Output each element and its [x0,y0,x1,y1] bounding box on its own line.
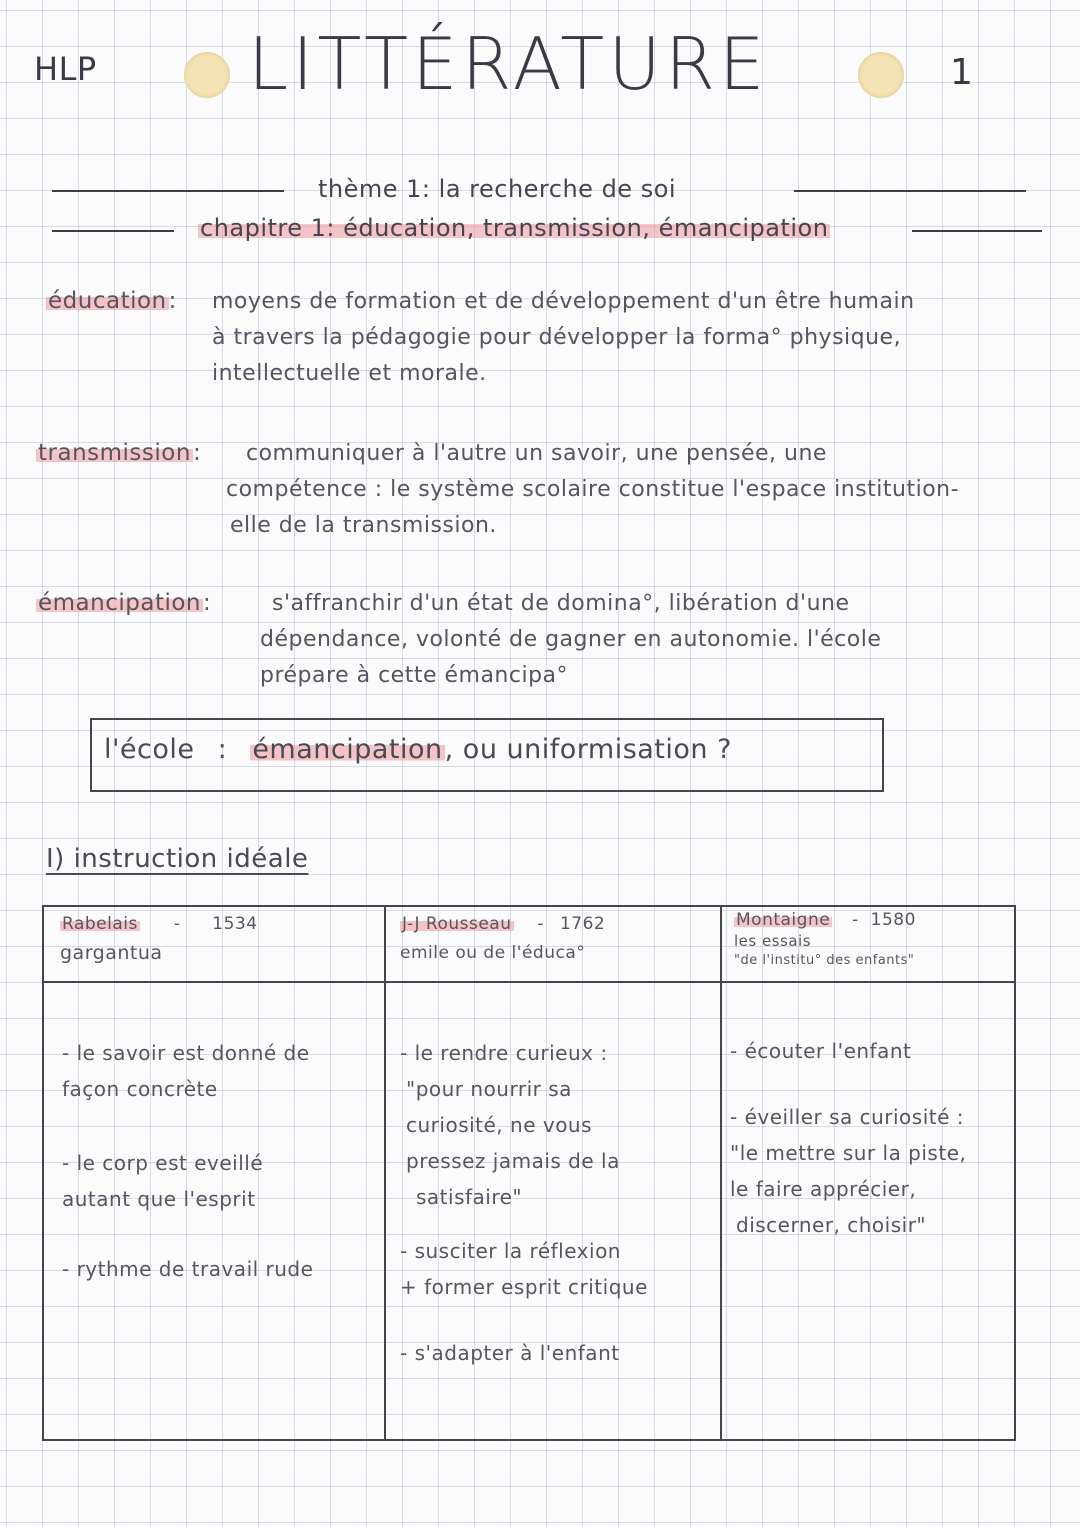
question-separator: : [217,734,228,765]
chapter-title-text: chapitre 1: éducation, transmission, émancipation [200,214,829,242]
chapter-title [198,214,830,242]
question-rest: , ou uniformisation ? [444,734,732,765]
theme-title: thème 1: la recherche de soi [318,175,677,203]
rabelais-items [62,1035,313,1287]
list-item: - éveiller sa curiosité : "le mettre sur la piste, le faire apprécier, discerner, choisir" [730,1105,967,1237]
question-highlight: émancipation [252,734,443,765]
chapter-rule-right [912,230,1042,232]
question-text [104,734,732,765]
montaigne-items [730,1033,966,1243]
subject-code: HLP [34,50,97,88]
page-number: 1 [950,52,974,93]
list-item: - écouter l'enfant [730,1039,912,1063]
author-year: 1534 [212,914,258,934]
table-header-rousseau: J-J Rousseau - 1762 emile ou de l'éduca° [400,915,710,963]
author-name: Montaigne [736,910,831,930]
list-item: - le rendre curieux : "pour nourrir sa curiosité, ne vous pressez jamais de la satisfaire" [400,1041,620,1209]
table-column-rabelais [44,907,386,1439]
author-name: Rabelais [62,914,138,934]
definition-term-education: éducation: [48,288,177,314]
author-name: J-J Rousseau [402,914,512,934]
list-item: - le savoir est donné de façon concrète [62,1041,310,1101]
table-column-rousseau [386,907,722,1439]
work-title: gargantua [60,942,163,964]
work-title: les essais [734,932,812,950]
comparison-table [42,905,1016,1441]
list-item: - rythme de travail rude [62,1257,314,1281]
definition-term-transmission: transmission: [38,440,202,466]
definition-text-transmission: communiquer à l'autre un savoir, une pensée, une compétence : le système scolaire constitue l'espace institution- elle de la transmission. [226,441,960,538]
definition-text-education: moyens de formation et de développement d'un être humain à travers la pédagogie pour développer la forma° physique, intellectuelle et morale. [212,289,915,386]
list-item: - le corp est eveillé autant que l'esprit [62,1151,264,1211]
rousseau-items [400,1035,648,1371]
list-item: - s'adapter à l'enfant [400,1341,620,1365]
author-year: 1580 [870,910,916,930]
question-label: l'école [104,734,195,765]
table-header-montaigne: Montaigne - 1580 les essais "de l'institu° des enfants" [734,911,1004,970]
table-header-rabelais: Rabelais - 1534 gargantua [60,915,374,963]
definition-text-emancipation: s'affranchir d'un état de domina°, libération d'une dépendance, volonté de gagner en autonomie. l'école prépare à cette émancipa° [260,591,882,688]
page-title: LITTÉRATURE [248,22,769,106]
chapter-rule-left [52,230,174,232]
punch-hole-right [858,52,904,98]
work-title: emile ou de l'éduca° [400,943,586,963]
section-heading: I) instruction idéale [46,844,309,874]
definition-term-emancipation: émancipation: [38,590,212,616]
theme-rule-right [794,190,1026,192]
author-year: 1762 [559,914,606,934]
work-subtitle: "de l'institu° des enfants" [734,953,915,968]
theme-rule-left [52,190,284,192]
list-item: - susciter la réflexion + former esprit critique [400,1239,648,1299]
punch-hole-left [184,52,230,98]
table-column-montaigne [722,907,1014,1439]
